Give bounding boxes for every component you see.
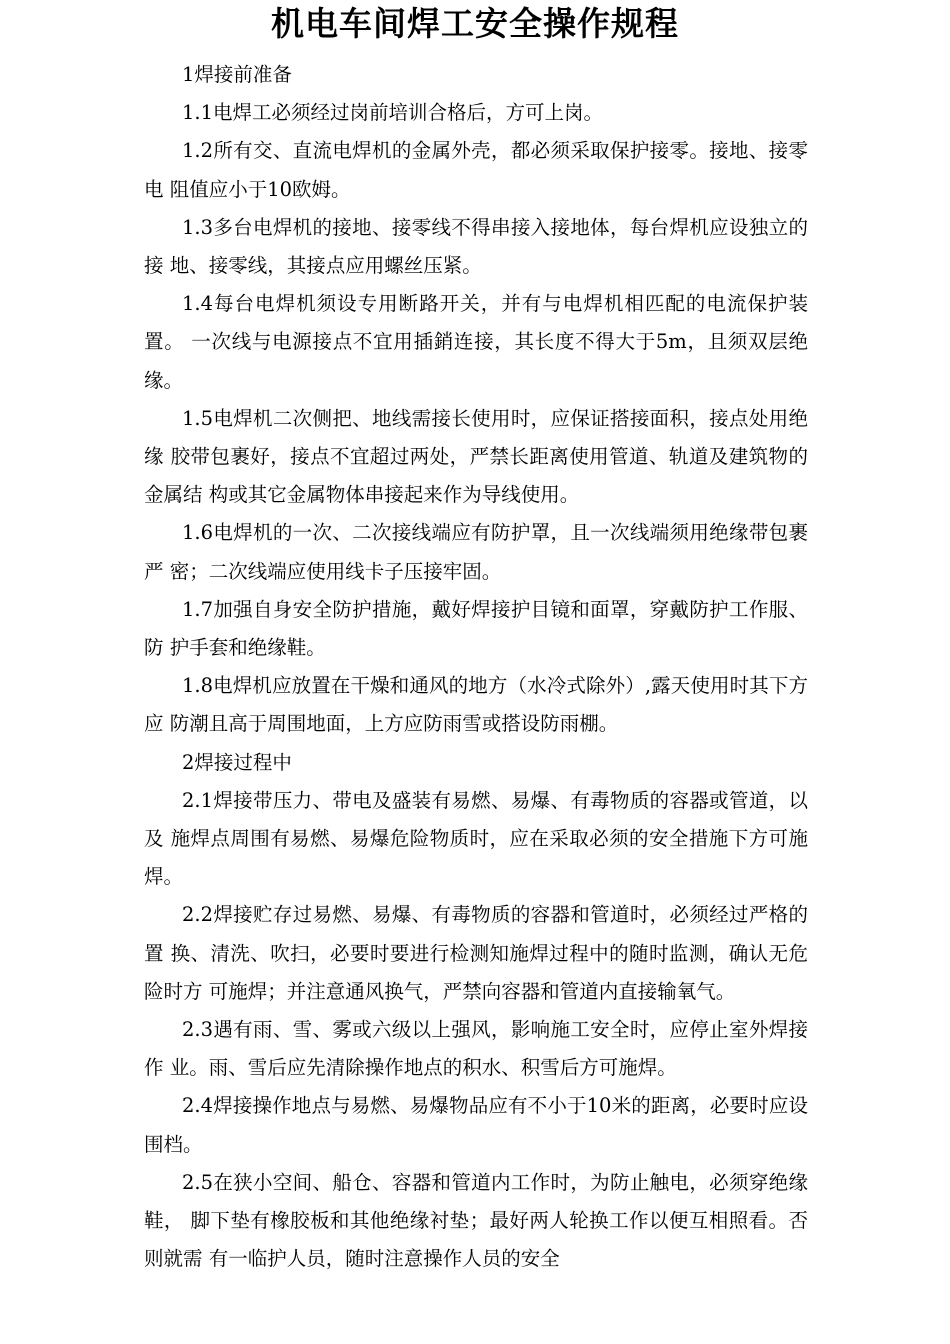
clause-paragraph: 1.4每台电焊机须设专用断路开关，并有与电焊机相匹配的电流保护装置。 一次线与电源接点不宜用插銷连接，其长度不得大于5m，且须双层绝缘。 [144,292,808,392]
clause-paragraph: 2.1焊接带压力、带电及盛装有易燃、易爆、有毒物质的容器或管道，以及 施焊点周围有易燃、易爆危险物质时，应在采取必须的安全措施下方可施焊。 [144,788,808,889]
document-title: 机电车间焊工安全操作规程 [271,4,679,43]
clause-paragraph: 2.3遇有雨、雪、雾或六级以上强风，影响施工安全时，应停止室外焊接作 业。雨、雪后应先清除操作地点的积水、积雪后方可施焊。 [144,1018,808,1080]
section-heading: 1焊接前准备 [182,63,292,86]
clause-paragraph: 1.7加强自身安全防护措施，戴好焊接护目镜和面罩，穿戴防护工作服、防 护手套和绝缘鞋。 [144,597,808,660]
clause-paragraph: 1.1电焊工必须经过岗前培训合格后，方可上岗。 [182,101,604,125]
clause-paragraph: 1.6电焊机的一次、二次接线端应有防护罩，且一次线端须用绝缘带包裹严 密；二次线端应使用线卡子压接牢固。 [144,521,808,583]
clause-paragraph: 1.5电焊机二次侧把、地线需接长使用时，应保证搭接面积，接点处用绝缘 胶带包裹好，接点不宜超过两处，严禁长距离使用管道、轨道及建筑物的金属结 构或其它金属物体串接起来作为导线使用。 [144,406,808,507]
clause-paragraph: 2.4焊接操作地点与易燃、易爆物品应有不小于10米的距离，必要时应设围档。 [144,1094,808,1156]
document-body [144,56,808,1279]
clause-paragraph: 1.2所有交、直流电焊机的金属外壳，都必须采取保护接零。接地、接零电 阻值应小于10欧姆。 [144,139,808,201]
clause-paragraph: 1.3多台电焊机的接地、接零线不得串接入接地体，每台焊机应设独立的接 地、接零线，其接点应用螺丝压紧。 [144,215,808,278]
clause-paragraph: 1.8电焊机应放置在干燥和通风的地方（水冷式除外）,露天使用时其下方应 防潮且高于周围地面，上方应防雨雪或搭设防雨棚。 [144,674,808,736]
clause-paragraph: 2.2焊接贮存过易燃、易爆、有毒物质的容器和管道时，必须经过严格的置 换、清洗、吹扫，必要时要进行检测知施焊过程中的随时监测，确认无危险时方 可施焊；并注意通风换气，严禁向容器和管道内直接输氧气。 [144,903,808,1003]
section-heading: 2焊接过程中 [182,750,292,774]
clause-paragraph: 2.5在狭小空间、船仓、容器和管道内工作时，为防止触电，必须穿绝缘鞋， 脚下垫有橡胶板和其他绝缘衬垫；最好两人轮换工作以便互相照看。否则就需 有一临护人员，随时注意操作人员的安全 [144,1170,808,1271]
